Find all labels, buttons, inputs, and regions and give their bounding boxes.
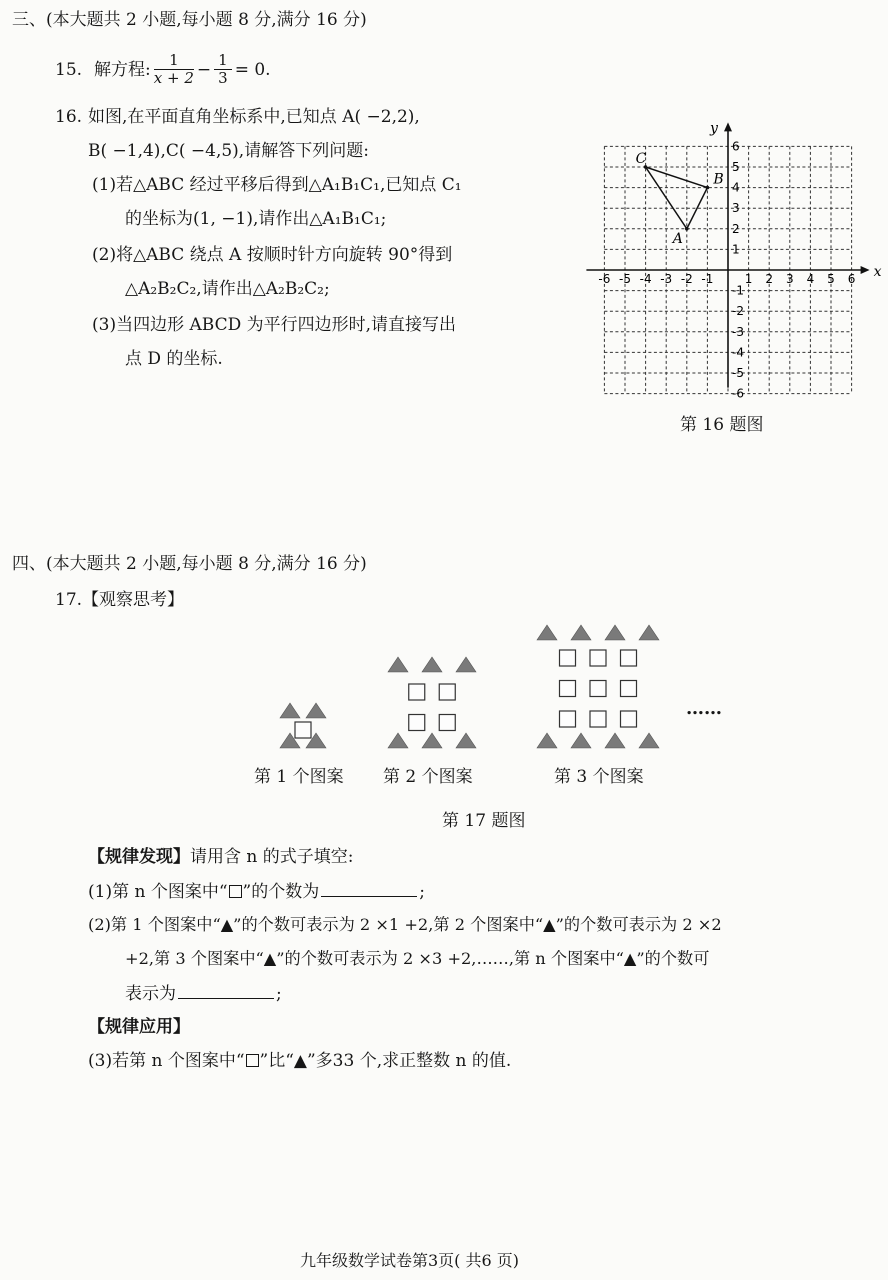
triangle-icon [639,733,659,748]
x-tick-label: 4 [806,272,815,286]
triangle-icon [388,733,408,748]
triangle-icon [280,703,300,718]
point-a [685,227,689,231]
y-axis-arrow-icon [724,122,732,131]
figure-16-coordinate-plane [582,100,882,400]
square-glyph-icon [246,1054,259,1067]
figure-17-patterns [0,620,888,760]
q15-prefix: 解方程: [94,59,151,80]
x-axis-arrow-icon [861,266,870,274]
square-icon [439,715,455,731]
pattern-3 [537,625,659,748]
triangle-icon [605,733,625,748]
q16-part2-line2: △A₂B₂C₂,请作出△A₂B₂C₂; [125,279,330,299]
rule-discovery-title: 【规律发现】 [88,847,190,867]
square-icon [409,684,425,700]
x-tick-label: -5 [619,272,631,286]
square-icon [295,722,311,738]
square-glyph-icon [229,885,242,898]
y-axis-label: y [710,120,718,137]
x-axis-label: x [873,264,882,280]
q17-number: 17. [55,590,83,610]
square-icon [621,711,637,727]
square-icon [590,650,606,666]
q16-line1: 如图,在平面直角坐标系中,已知点 A( −2,2), [88,107,420,127]
rule-discovery-text: 请用含 n 的式子填空: [190,847,354,867]
q17-part1-end: ; [419,882,425,902]
section4-header: 四、(本大题共 2 小题,每小题 8 分,满分 16 分) [12,554,367,574]
x-tick-label: 2 [765,272,774,286]
q16-part2-line1: (2)将△ABC 绕点 A 按顺时针方向旋转 90°得到 [92,245,453,265]
x-tick-label: -3 [660,272,673,286]
triangle-icon [422,657,442,672]
pattern-3-label: 第 3 个图案 [554,767,644,787]
x-tick-label: -1 [701,272,714,286]
pattern-2 [388,657,476,748]
q17-part1-prefix: (1)第 n 个图案中“ [88,882,228,902]
q17-part2-line2: +2,第 3 个图案中“▲”的个数可表示为 2 ×3 +2,……,第 n 个图案中“▲”的个数可 [125,949,710,968]
q17-part1-suffix: ”的个数为 [242,882,320,902]
q17-part3-suffix: ”比“▲”多33 个,求正整数 n 的值. [259,1051,512,1071]
q17-part2-line3-end: ; [276,984,282,1004]
y-tick-label: -6 [732,386,744,401]
triangle-icon [388,657,408,672]
pattern-2-label: 第 2 个图案 [383,767,473,787]
pattern-1-label: 第 1 个图案 [254,767,344,787]
x-tick-label: 5 [827,272,835,286]
triangle-icon [537,625,557,640]
section3-header: 三、(本大题共 2 小题,每小题 8 分,满分 16 分) [12,10,367,30]
y-tick-label: -3 [732,324,744,339]
q15-frac1-denominator: x + 2 [153,69,194,87]
rule-discovery [88,846,353,868]
page-footer: 九年级数学试卷第3页( 共6 页) [300,1251,520,1270]
square-icon [621,650,637,666]
triangle-icon [456,733,476,748]
square-icon [621,681,637,697]
q17-part2-line3 [125,982,282,1005]
square-icon [560,711,576,727]
triangle-abc-outline [646,167,708,229]
q17-part2-line1: (2)第 1 个图案中“▲”的个数可表示为 2 ×1 +2,第 2 个图案中“▲”的个数可表示为 2 ×2 [88,915,722,934]
square-icon [439,684,455,700]
triangle-icon [306,703,326,718]
q16-part1-line1: (1)若△ABC 经过平移后得到△A₁B₁C₁,已知点 C₁ [92,175,462,195]
x-tick-label: 1 [744,272,753,286]
question-15 [55,52,271,87]
pattern-ellipsis: …… [686,698,722,719]
square-icon [560,650,576,666]
q16-part3-line2: 点 D 的坐标. [125,349,223,369]
x-tick-label: 3 [785,272,794,286]
y-tick-label: -4 [732,345,744,360]
q17-title: 【观察思考】 [82,590,184,610]
point-label-b: B [713,171,724,188]
q15-frac2-numerator: 1 [214,52,232,70]
y-tick-label: 1 [732,242,740,257]
y-tick-label: -5 [732,366,744,380]
y-tick-label: 5 [732,160,740,174]
q17-part1-answer-blank[interactable] [321,880,417,897]
y-tick-label: 4 [732,180,740,195]
point-label-a: A [672,230,683,247]
square-icon [560,681,576,697]
q17-part2-line3-prefix: 表示为 [125,984,176,1004]
y-tick-label: -2 [732,304,744,319]
q15-fraction-2 [214,52,232,87]
q16-part3-line1: (3)当四边形 ABCD 为平行四边形时,请直接写出 [92,315,457,335]
q17-part3-prefix: (3)若第 n 个图案中“ [88,1051,245,1071]
figure-16-caption: 第 16 题图 [680,415,764,435]
x-tick-label: -6 [598,272,611,286]
q17-part1 [88,880,425,903]
point-b [706,186,710,190]
q17-part2-answer-blank[interactable] [178,982,274,999]
q15-suffix: = 0. [234,59,271,80]
point-label-c: C [635,151,647,167]
y-tick-label: 2 [732,221,740,236]
square-icon [590,681,606,697]
q15-minus: − [196,59,212,80]
triangle-icon [605,625,625,640]
q15-fraction-1 [154,52,194,87]
x-tick-label: -2 [680,272,693,286]
rule-application-title: 【规律应用】 [88,1017,190,1037]
q16-part1-line2: 的坐标为(1, −1),请作出△A₁B₁C₁; [125,209,387,229]
figure-17-caption: 第 17 题图 [442,811,526,831]
triangle-icon [639,625,659,640]
x-tick-label: -4 [639,272,652,286]
triangle-icon [537,733,557,748]
y-tick-label: -1 [732,283,744,298]
q15-frac2-denominator: 3 [218,69,228,87]
pattern-1 [280,703,326,748]
q16-line2: B( −1,4),C( −4,5),请解答下列问题: [88,141,369,161]
triangle-icon [422,733,442,748]
triangle-abc [636,151,724,247]
triangle-icon [456,657,476,672]
y-tick-label: 3 [732,201,740,216]
triangle-icon [571,733,591,748]
triangle-icon [571,625,591,640]
square-icon [590,711,606,727]
q16-number: 16. [55,107,83,127]
y-tick-label: 6 [732,139,740,154]
x-tick-label: 6 [847,272,856,286]
q15-number: 15. [55,59,83,80]
q17-part3 [88,1050,511,1072]
q15-frac1-numerator: 1 [154,52,194,70]
square-icon [409,715,425,731]
